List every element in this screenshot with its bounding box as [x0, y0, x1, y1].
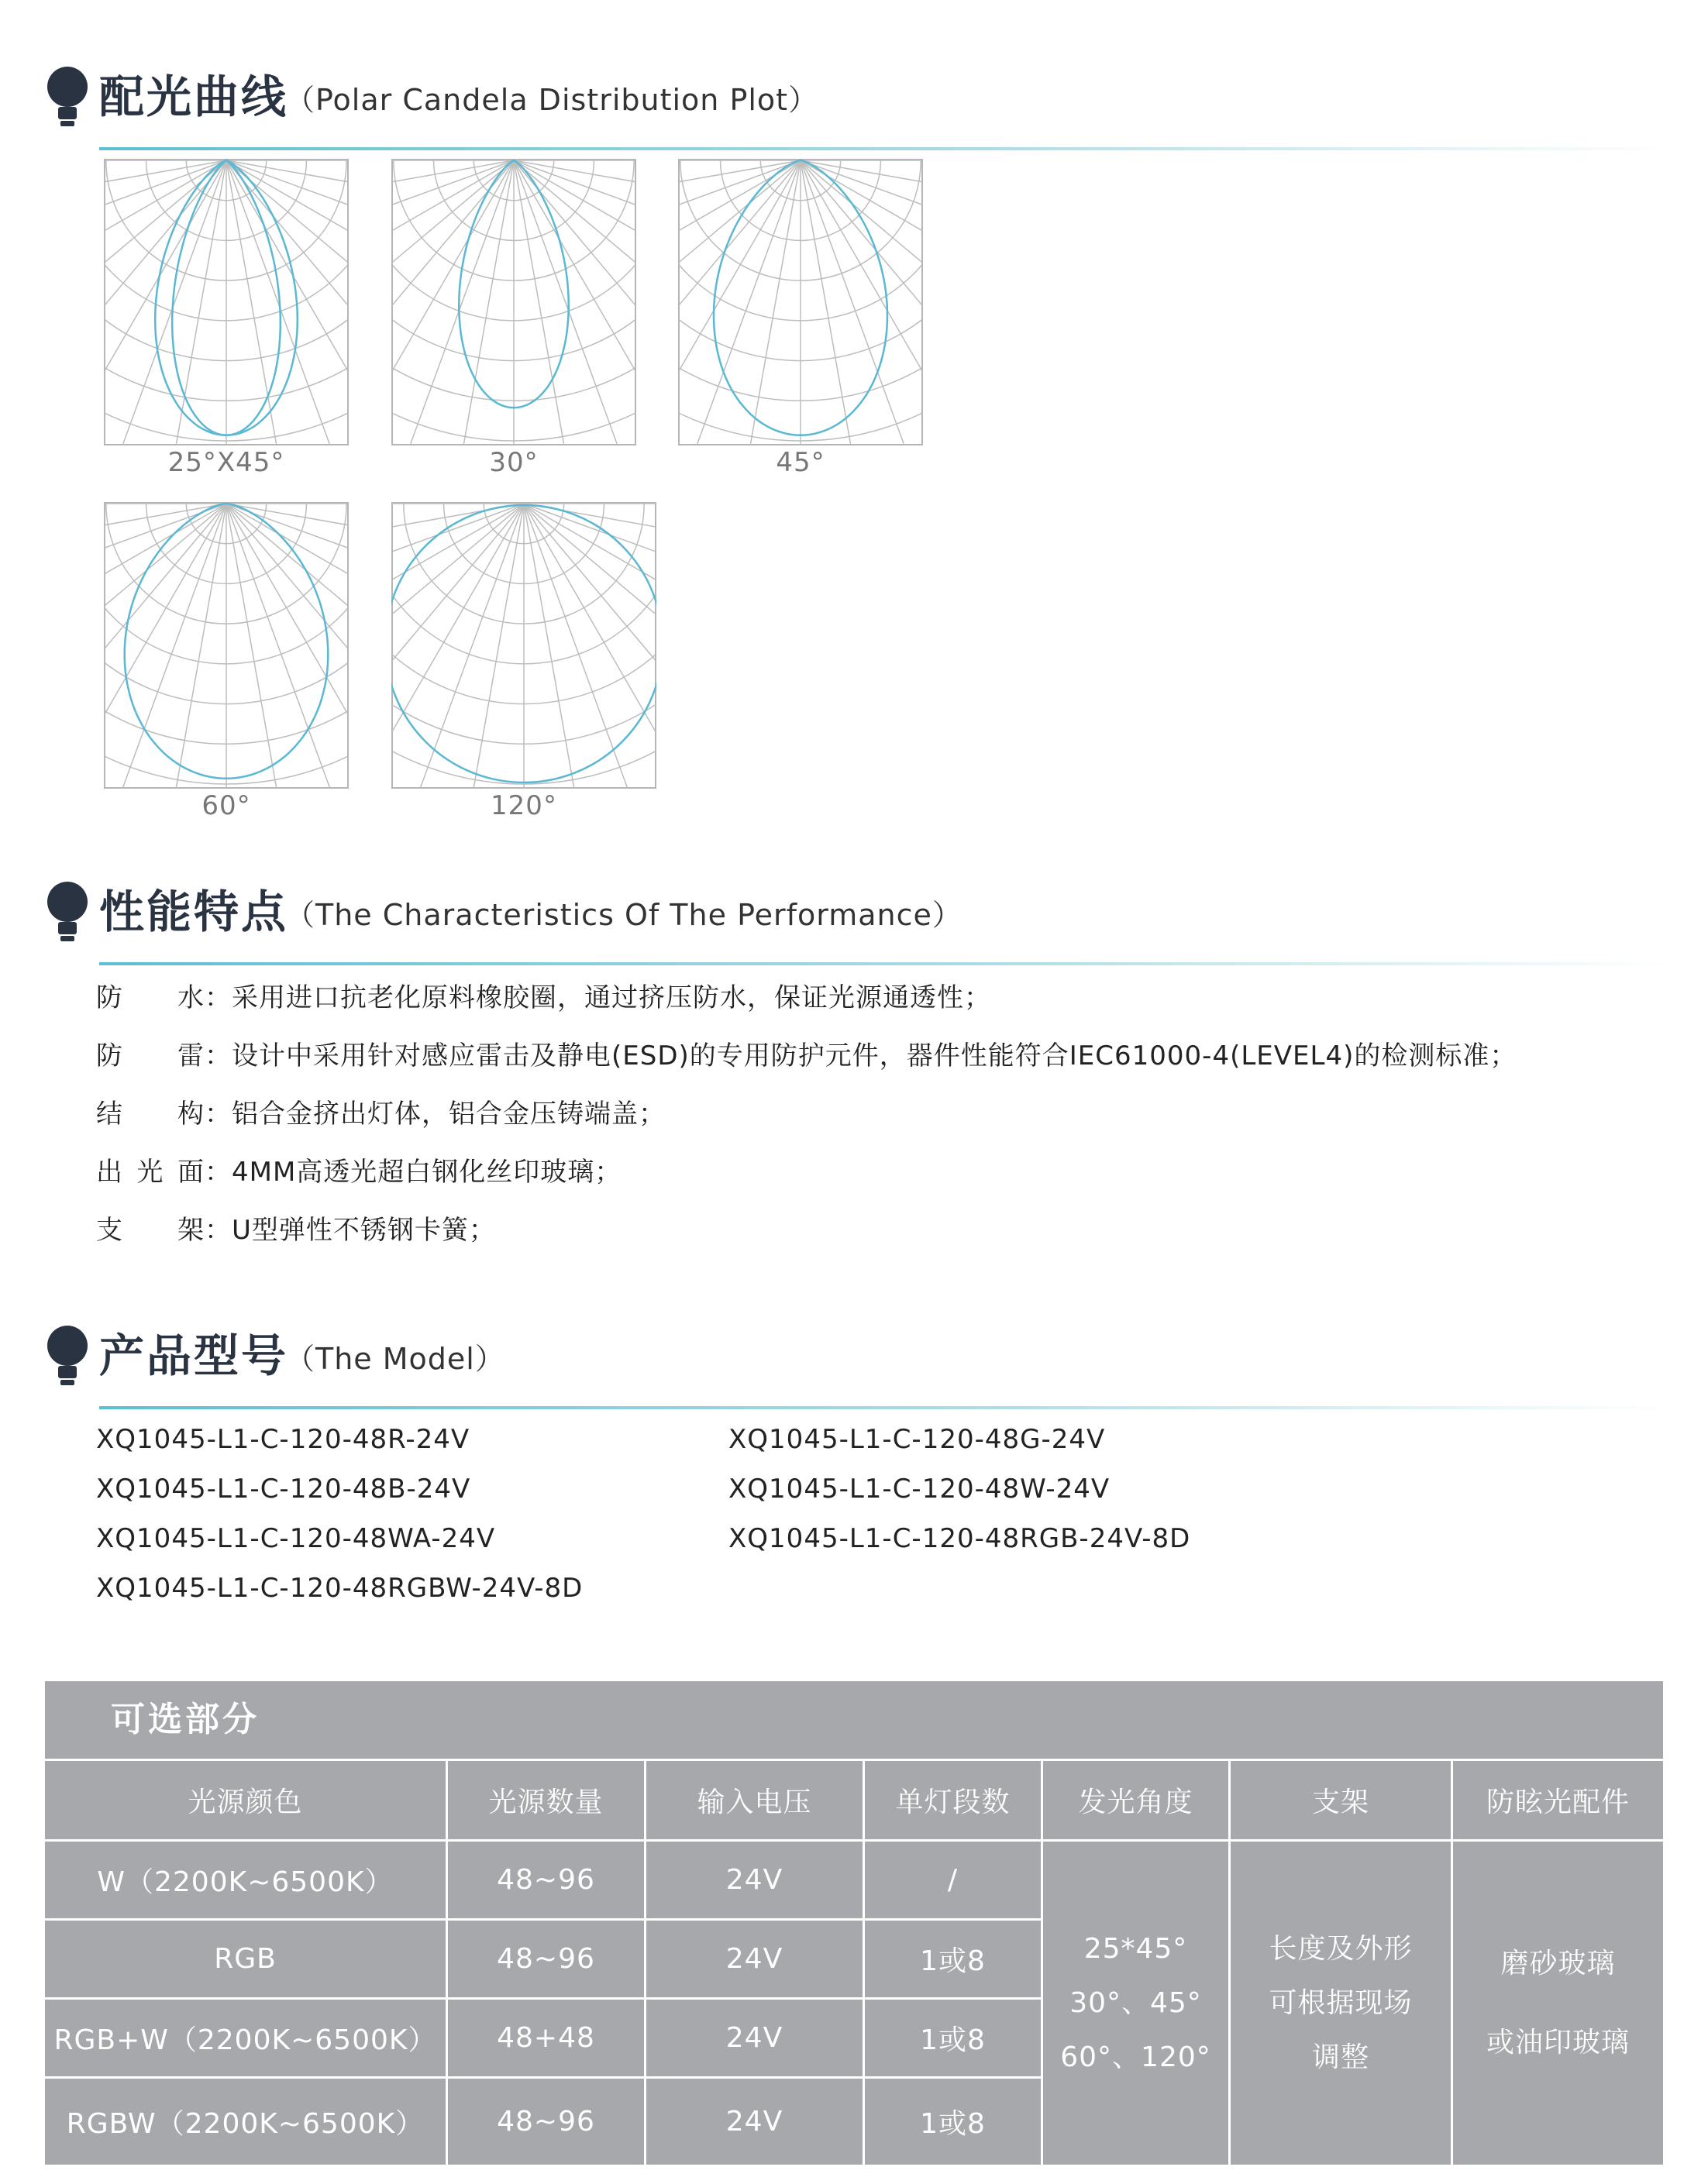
- model-number: XQ1045-L1-C-120-48R-24V: [96, 1424, 470, 1455]
- polar-plot-120: [391, 502, 656, 827]
- section-divider: [99, 962, 1672, 965]
- table-header: 输入电压: [697, 1787, 812, 1818]
- polar-plot-label: 45°: [776, 447, 825, 478]
- model-number: XQ1045-L1-C-120-48B-24V: [96, 1474, 471, 1505]
- bracket-line: 可根据现场: [1269, 1986, 1413, 2019]
- model-number: XQ1045-L1-C-120-48WA-24V: [96, 1523, 496, 1554]
- table-header: 支架: [1311, 1787, 1369, 1818]
- performance-section-header: [45, 877, 1634, 947]
- angle-option: 25*45°: [1083, 1932, 1188, 1965]
- feature-item: [96, 976, 991, 1014]
- polar-section-header: [45, 62, 1634, 132]
- polar-chart: [391, 159, 636, 445]
- section-subtitle: （The Model）: [285, 1342, 505, 1376]
- table-cell: 24V: [725, 1864, 783, 1896]
- table-cell: 48+48: [497, 2022, 595, 2054]
- bracket-line: 调整: [1311, 2041, 1369, 2073]
- model-number: XQ1045-L1-C-120-48G-24V: [728, 1424, 1106, 1455]
- feature-item: [96, 1092, 666, 1130]
- feature-separator: ：: [205, 1040, 232, 1071]
- table-cell: 1或8: [920, 2108, 986, 2140]
- section-subtitle: （Polar Candela Distribution Plot）: [285, 83, 819, 117]
- feature-label: 支 架: [96, 1215, 205, 1246]
- model-section-header: [45, 1321, 1634, 1391]
- glare-options-cell: [1453, 1842, 1663, 2165]
- table-cell: 24V: [725, 1943, 783, 1975]
- feature-separator: ：: [205, 1099, 232, 1130]
- feature-separator: ：: [205, 1215, 232, 1246]
- table-header: 光源颜色: [188, 1787, 303, 1818]
- table-header: 发光角度: [1078, 1787, 1193, 1818]
- polar-plot-45: [678, 159, 923, 484]
- section-divider: [99, 147, 1672, 150]
- bracket-options-cell: [1231, 1842, 1451, 2165]
- polar-plot-label: 30°: [489, 447, 539, 478]
- feature-label: 防 雷: [96, 1040, 205, 1071]
- section-title: 性能特点: [99, 886, 289, 938]
- feature-separator: ：: [205, 1157, 232, 1188]
- angle-option: 60°、120°: [1060, 2041, 1211, 2073]
- angle-options-cell: [1043, 1842, 1228, 2165]
- polar-chart: [678, 159, 923, 445]
- table-cell: 48~96: [497, 1864, 595, 1896]
- feature-label: 结 构: [96, 1099, 205, 1130]
- feature-text: U型弹性不锈钢卡簧；: [232, 1215, 496, 1246]
- section-divider: [99, 1406, 1672, 1409]
- glare-line: 磨砂玻璃: [1500, 1947, 1616, 1979]
- feature-separator: ：: [205, 982, 232, 1013]
- table-cell: RGB+W（2200K~6500K）: [53, 2024, 437, 2056]
- table-cell: 1或8: [920, 1945, 986, 1977]
- polar-chart: [391, 502, 656, 789]
- section-subtitle: （The Characteristics Of The Performance）: [285, 898, 962, 932]
- model-number: XQ1045-L1-C-120-48RGBW-24V-8D: [96, 1573, 584, 1604]
- angle-option: 30°、45°: [1069, 1986, 1202, 2019]
- table-cell: 1或8: [920, 2024, 986, 2056]
- table-cell: RGBW（2200K~6500K）: [66, 2108, 425, 2140]
- table-cell: 24V: [725, 2022, 783, 2054]
- section-title: 产品型号: [99, 1329, 289, 1382]
- table-header: 单灯段数: [895, 1787, 1011, 1818]
- table-header: 防眩光配件: [1486, 1787, 1630, 1818]
- table-header: 光源数量: [488, 1787, 604, 1818]
- model-number: XQ1045-L1-C-120-48RGB-24V-8D: [728, 1523, 1191, 1554]
- bulb-icon: [45, 877, 90, 947]
- table-title: 可选部分: [111, 1700, 260, 1739]
- feature-text: 采用进口抗老化原料橡胶圈，通过挤压防水，保证光源通透性；: [232, 982, 991, 1013]
- table-cell: 48~96: [497, 2106, 595, 2138]
- options-table: [45, 1681, 1663, 2165]
- feature-text: 4MM高透光超白钢化丝印玻璃；: [232, 1157, 622, 1188]
- feature-label: 防 水: [96, 982, 205, 1013]
- polar-plot-25x45: [104, 159, 349, 484]
- bulb-icon: [45, 62, 90, 132]
- polar-plot-label: 60°: [201, 790, 251, 821]
- table-cell: /: [947, 1864, 959, 1896]
- feature-item: [96, 1209, 496, 1247]
- glare-line: 或油印玻璃: [1486, 2026, 1630, 2058]
- table-cell: RGB: [214, 1943, 277, 1975]
- feature-label: 出光面: [96, 1157, 205, 1188]
- polar-plot-30: [391, 159, 636, 484]
- bulb-icon: [45, 1321, 90, 1391]
- polar-chart: [104, 159, 349, 445]
- model-number: XQ1045-L1-C-120-48W-24V: [728, 1474, 1111, 1505]
- bracket-line: 长度及外形: [1269, 1932, 1413, 1965]
- polar-chart: [104, 502, 349, 789]
- section-title: 配光曲线: [99, 71, 289, 123]
- table-cell: 24V: [725, 2106, 783, 2138]
- feature-item: [96, 1150, 622, 1188]
- feature-item: [96, 1034, 1517, 1072]
- table-cell: W（2200K~6500K）: [97, 1866, 394, 1898]
- polar-plot-label: 25°X45°: [167, 447, 285, 478]
- feature-text: 设计中采用针对感应雷击及静电(ESD)的专用防护元件，器件性能符合IEC61000-4(LEVEL4)的检测标准；: [232, 1040, 1517, 1071]
- polar-plot-label: 120°: [491, 790, 557, 821]
- polar-plot-60: [104, 502, 349, 827]
- feature-text: 铝合金挤出灯体，铝合金压铸端盖；: [232, 1099, 666, 1130]
- table-cell: 48~96: [497, 1943, 595, 1975]
